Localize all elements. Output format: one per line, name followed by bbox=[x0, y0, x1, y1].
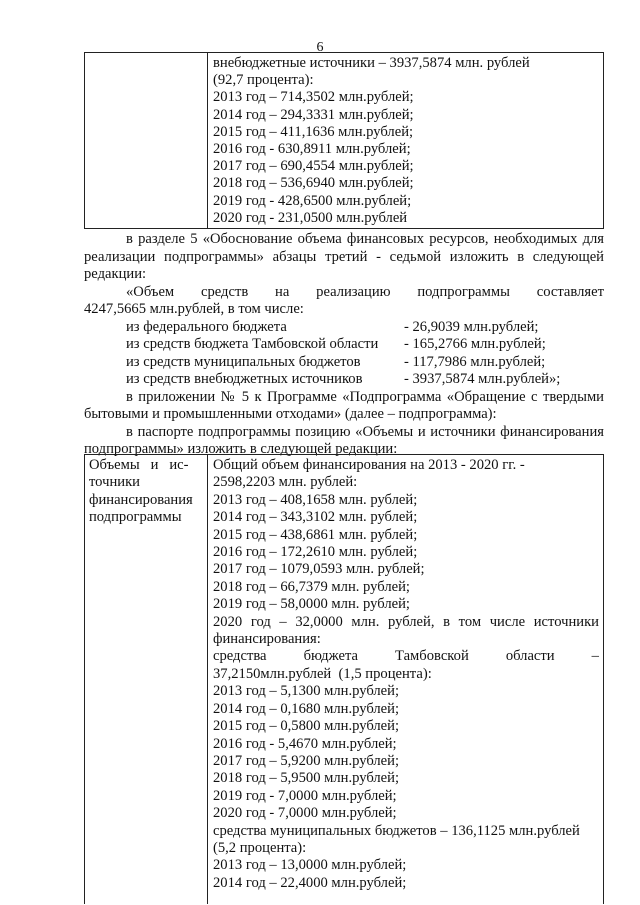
regional-value: 37,2150млн.рублей (1,5 процента): bbox=[213, 665, 432, 682]
total-value: 2598,2203 млн. рублей: bbox=[213, 474, 358, 491]
funding-source: из средств внебюджетных источников bbox=[126, 371, 363, 387]
funding-row bbox=[84, 336, 604, 354]
table-line: 2016 год - 630,8911 млн.рублей; bbox=[213, 141, 411, 158]
table-line: 2018 год – 536,6940 млн.рублей; bbox=[213, 175, 414, 192]
table-heading-line: Объемы и ис- bbox=[89, 457, 189, 473]
regional-word: – bbox=[591, 648, 599, 665]
volume-word: подпрограммы bbox=[417, 283, 510, 300]
regional-word: бюджета bbox=[303, 648, 358, 665]
table-column-divider bbox=[207, 455, 208, 904]
year-line: 2013 год – 408,1658 млн. рублей; bbox=[213, 491, 418, 508]
page-number: 6 bbox=[316, 40, 324, 55]
section5-paragraph: в разделе 5 «Обоснование объема финансовых ресурсов, необходимых для реализации подпрограммы» абзацы третий - седьмой изложить в следующей редакции: bbox=[84, 231, 604, 282]
year-2020-line: 2020 год – 32,0000 млн. рублей, в том числе источники bbox=[213, 613, 599, 630]
year-line: 2019 год - 7,0000 млн.рублей; bbox=[213, 787, 397, 804]
funding-row bbox=[84, 319, 604, 337]
volume-total: 4247,5665 млн.рублей, в том числе: bbox=[84, 301, 304, 317]
year-line: 2018 год – 66,7379 млн. рублей; bbox=[213, 578, 410, 595]
financing-table bbox=[84, 454, 604, 904]
budget-table-continued bbox=[84, 52, 604, 229]
volume-word: «Объем bbox=[126, 283, 175, 300]
table-cell-right bbox=[213, 457, 599, 892]
funding-row bbox=[84, 371, 604, 389]
table-line: 2015 год – 411,1636 млн.рублей; bbox=[213, 123, 414, 140]
volume-word: реализацию bbox=[316, 283, 391, 300]
year-line: 2018 год – 5,9500 млн.рублей; bbox=[213, 770, 400, 787]
funding-amount: - 117,7986 млн.рублей; bbox=[404, 353, 546, 370]
table-heading-line: подпрограммы bbox=[89, 509, 182, 526]
year-line: 2017 год – 1079,0593 млн. рублей; bbox=[213, 561, 425, 578]
year-line: 2013 год – 5,1300 млн.рублей; bbox=[213, 683, 400, 700]
regional-word: области bbox=[505, 648, 555, 665]
year-line: 2015 год – 438,6861 млн. рублей; bbox=[213, 526, 418, 543]
year-line: 2013 год – 13,0000 млн.рублей; bbox=[213, 857, 407, 874]
table-cell-right bbox=[213, 55, 599, 227]
regional-word: Тамбовской bbox=[395, 648, 469, 665]
table-line: (92,7 процента): bbox=[213, 72, 314, 89]
volume-word: средств bbox=[200, 283, 249, 300]
table-line: 2013 год – 714,3502 млн.рублей; bbox=[213, 89, 414, 106]
financing-label: финансирования: bbox=[213, 631, 321, 648]
funding-amount: - 165,2766 млн.рублей; bbox=[404, 336, 546, 352]
year-line: 2019 год – 58,0000 млн. рублей; bbox=[213, 596, 410, 613]
year-line: 2016 год – 172,2610 млн. рублей; bbox=[213, 544, 418, 561]
body-text bbox=[84, 231, 604, 459]
year-line: 2017 год – 5,9200 млн.рублей; bbox=[213, 752, 400, 769]
table-line: 2020 год - 231,0500 млн.рублей bbox=[213, 209, 408, 226]
table-line: 2014 год – 294,3331 млн.рублей; bbox=[213, 106, 414, 123]
table-line: 2019 год - 428,6500 млн.рублей; bbox=[213, 192, 412, 209]
volume-line bbox=[84, 284, 604, 302]
municipal-percent: (5,2 процента): bbox=[213, 839, 307, 856]
table-line: 2017 год – 690,4554 млн.рублей; bbox=[213, 158, 414, 175]
table-line: внебюджетные источники – 3937,5874 млн. рублей bbox=[213, 55, 530, 71]
funding-source: из федерального бюджета bbox=[126, 318, 287, 335]
year-line: 2016 год - 5,4670 млн.рублей; bbox=[213, 735, 397, 752]
table-heading-line: точники bbox=[89, 474, 140, 491]
passport-paragraph: в паспорте подпрограммы позицию «Объемы и источники финансирования подпрограммы» изложить в следующей редакции: bbox=[84, 423, 604, 457]
regional-budget-line bbox=[213, 648, 599, 665]
regional-word: средства bbox=[213, 648, 267, 665]
year-line: 2014 год – 0,1680 млн.рублей; bbox=[213, 700, 400, 717]
funding-source: из средств муниципальных бюджетов bbox=[126, 353, 361, 370]
funding-amount: - 3937,5874 млн.рублей»; bbox=[404, 371, 561, 387]
year-line: 2020 год - 7,0000 млн.рублей; bbox=[213, 805, 397, 822]
funding-source: из средств бюджета Тамбовской области bbox=[126, 336, 379, 352]
volume-word: составляет bbox=[536, 283, 604, 300]
table-column-divider bbox=[207, 53, 208, 228]
funding-row bbox=[84, 354, 604, 372]
year-line: 2014 год – 22,4000 млн.рублей; bbox=[213, 874, 407, 891]
table-cell-left bbox=[89, 457, 201, 527]
appendix-paragraph: в приложении № 5 к Программе «Подпрограмма «Обращение с твердыми бытовыми и промышленными отходами» (далее – подпрограмма): bbox=[84, 388, 604, 422]
year-line: 2015 год – 0,5800 млн.рублей; bbox=[213, 718, 400, 735]
funding-amount: - 26,9039 млн.рублей; bbox=[404, 318, 539, 335]
volume-word: на bbox=[275, 283, 290, 300]
total-line: Общий объем финансирования на 2013 - 2020 гг. - bbox=[213, 457, 525, 473]
table-heading-line: финансирования bbox=[89, 491, 193, 508]
municipal-line: средства муниципальных бюджетов – 136,1125 млн.рублей bbox=[213, 822, 580, 839]
year-line: 2014 год – 343,3102 млн. рублей; bbox=[213, 509, 418, 526]
